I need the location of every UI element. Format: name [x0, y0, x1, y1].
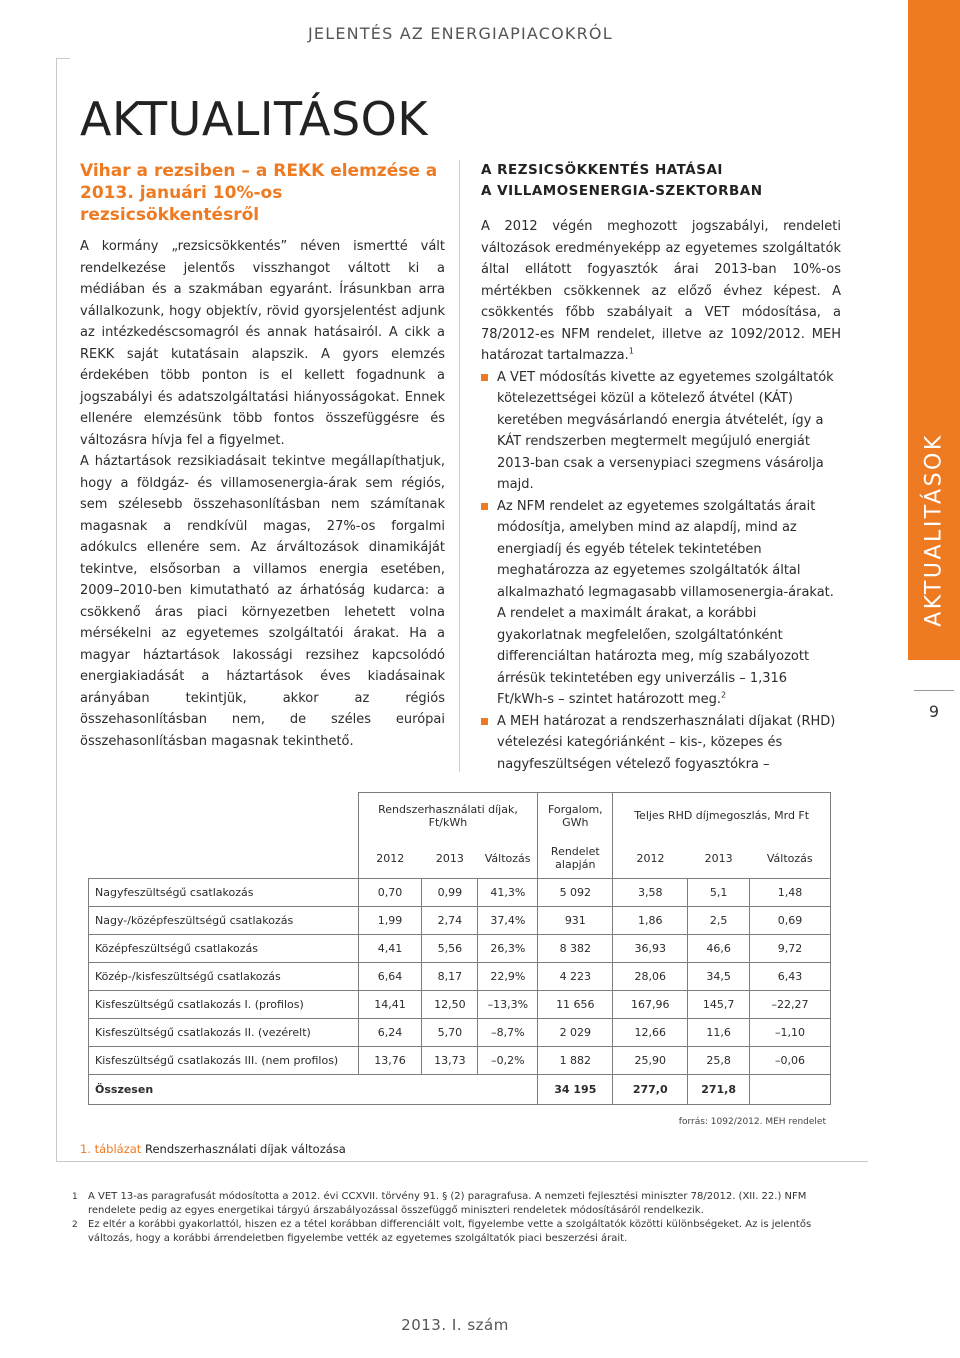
total-2012: 277,0 — [613, 1075, 688, 1105]
footnote-text: A VET 13-as paragrafusát módosította a 2012. évi CCXVII. törvény 91. § (2) paragrafusa. A nemzeti fejlesztési miniszter 78/2012. (XII. 22.) NFM rendelete pedig az egyes energetikai tárgyú árszabályozással összefüggő miniszteri rendeletek módosításáról rendelkezik. — [88, 1191, 807, 1216]
table-row — [89, 907, 831, 935]
footnote-ref-2: 2 — [721, 690, 727, 700]
header-total-rhd: Teljes RHD díjmegoszlás, Mrd Ft — [613, 793, 831, 839]
table-cell: 145,7 — [688, 991, 750, 1019]
row-label: Kisfeszültségű csatlakozás II. (vezérelt) — [89, 1019, 359, 1047]
table-cell: 1,86 — [613, 907, 688, 935]
table-row — [89, 991, 831, 1019]
right-heading-line-1: A REZSICSÖKKENTÉS HATÁSAI — [481, 162, 723, 178]
page-number: 9 — [928, 702, 940, 721]
right-column — [481, 160, 841, 775]
subheader: Rendelet alapján — [538, 839, 613, 879]
table-cell: 36,93 — [613, 935, 688, 963]
article-paragraph-2 — [80, 451, 445, 752]
table-cell: 9,72 — [750, 935, 831, 963]
footnote — [72, 1190, 842, 1218]
footnote-text: Ez eltér a korábbi gyakorlattól, hiszen ez a tétel korábban differenciált volt, figyelembe vette a szolgáltatók közötti különbségeket. Az is jelentős változás, hogy a korábbi árrendeletben figyelembe vették az egyetemes szolgáltatók piaci beszerzési árait. — [88, 1219, 812, 1244]
subheader: Változás — [750, 839, 831, 879]
subheader: Változás — [478, 839, 538, 879]
footnote — [72, 1218, 842, 1246]
subheader: 2012 — [358, 839, 422, 879]
table-cell: 1 882 — [538, 1047, 613, 1075]
table-cell: 1,48 — [750, 879, 831, 907]
page-number-divider — [914, 690, 954, 691]
subheader: 2013 — [688, 839, 750, 879]
row-label: Nagy-/középfeszültségű csatlakozás — [89, 907, 359, 935]
row-label: Nagyfeszültségű csatlakozás — [89, 879, 359, 907]
article-paragraph-1: A kormány „rezsicsökkentés” néven ismertté vált rendelkezése jelentős visszhangot váltott ki a médiában és a szakmában egyaránt. Írásunkban arra vállalkozunk, hogy objektív, rövid gyorsjelentést adjunk az intézkedéscsomagról és annak hatásairól. A cikk a REKK saját kutatásain alapszik. A gyors elemzés érdekében több ponton is el kellett fogadnunk a jogszabályi és adatszolgáltatási hiányosságokat. Ennek ellenére elemzésünk több fontos összefüggésre és változásra hívja fel a figyelmet. — [80, 239, 445, 448]
total-2013: 271,8 — [688, 1075, 750, 1105]
table-cell: 41,3% — [478, 879, 538, 907]
column-divider — [459, 160, 460, 772]
total-label: Összesen — [89, 1075, 538, 1105]
bullet-list — [481, 367, 841, 776]
right-intro-text: A 2012 végén meghozott jogszabályi, rendeleti változások eredményeképp az egyetemes szolgáltatók által ellátott fogyasztók árai 2013-ban 10%-os mértékben csökkennek az előző évhez képest. A csökkentés főbb szabályait a VET módosítása, a 78/2012-es NFM rendelet, illetve az 1092/2012. MEH határozat tartalmazza. — [481, 219, 841, 363]
table-cell: 6,64 — [358, 963, 422, 991]
table-cell: 37,4% — [478, 907, 538, 935]
table-cell: –0,06 — [750, 1047, 831, 1075]
bullet-text-1: A VET módosítás kivette az egyetemes szolgáltatók kötelezettségei közül a kötelező átvétel (KÁT) keretében megvásárlandó energia átvételét, így a KÁT rendszerben megtermelt megújuló energiát 2013-ban csak a versenypiaci szegmens vásárolja majd. — [497, 369, 834, 492]
table-cell: 2,5 — [688, 907, 750, 935]
table-cell: 11 656 — [538, 991, 613, 1019]
table-row — [89, 963, 831, 991]
table-source: forrás: 1092/2012. MEH rendelet — [678, 1117, 826, 1127]
bullet-item — [481, 367, 841, 496]
table-cell: 1,99 — [358, 907, 422, 935]
table-corner — [89, 839, 359, 879]
right-heading — [481, 160, 841, 202]
table-corner — [89, 793, 359, 839]
row-label: Középfeszültségű csatlakozás — [89, 935, 359, 963]
row-label: Közép-/kisfeszültségű csatlakozás — [89, 963, 359, 991]
publication-title: JELENTÉS AZ ENERGIAPIACOKRÓL — [308, 24, 613, 43]
table-cell: 4,41 — [358, 935, 422, 963]
issue-label: 2013. I. szám — [401, 1316, 509, 1334]
total-turnover: 34 195 — [538, 1075, 613, 1105]
subheader: 2012 — [613, 839, 688, 879]
table-cell: 0,69 — [750, 907, 831, 935]
bullet-item — [481, 496, 841, 711]
footnote-number: 2 — [72, 1220, 78, 1230]
table-cell: 34,5 — [688, 963, 750, 991]
table-cell: 2,74 — [422, 907, 478, 935]
table-caption-text: Rendszerhasználati díjak változása — [144, 1142, 346, 1156]
table-cell: 5,70 — [422, 1019, 478, 1047]
table-cell: 5,56 — [422, 935, 478, 963]
right-intro — [481, 216, 841, 367]
table-cell: 4 223 — [538, 963, 613, 991]
table-cell: 13,76 — [358, 1047, 422, 1075]
table-cell: 6,43 — [750, 963, 831, 991]
article-paragraph-2-text: A háztartások rezsikiadásait tekintve megállapíthatjuk, hogy a földgáz- és villamosenergia-árak sem régiós, sem szélesebb összehasonlításban nem számítanak magasnak a rendkívül magas, 27%-os forgalmi adókulcs ellenére sem. Az árváltozások dinamikáját tekintve, elsősorban a villamos energia esetében, 2009–2010-ben kimutatható az árhatóság kudarca: a csökkenő áras piaci környezetben lehetett volna mérsékelni az egyetemes szolgáltatói árakat. Ha a magyar háztartások lakossági rezsihez kapcsolódó energiakiadását a háztartások éves kiadásainak arányában tekintjük, akkor az régiós összehasonlításban nem, de széles európai összehasonlításban magasnak tekinthető. — [80, 454, 445, 749]
section-title: AKTUALITÁSOK — [80, 92, 429, 146]
table-cell: –0,2% — [478, 1047, 538, 1075]
square-bullet-icon — [481, 374, 488, 381]
square-bullet-icon — [481, 503, 488, 510]
table-cell: –13,3% — [478, 991, 538, 1019]
left-column — [80, 160, 445, 752]
rhd-table — [88, 792, 831, 1105]
table-cell: 26,3% — [478, 935, 538, 963]
footnote-number: 1 — [72, 1192, 78, 1202]
table-row — [89, 935, 831, 963]
table-cell: 3,58 — [613, 879, 688, 907]
table-cell: 14,41 — [358, 991, 422, 1019]
header-rhd: Rendszerhasználati díjak, Ft/kWh — [358, 793, 538, 839]
table-cell: 931 — [538, 907, 613, 935]
bullet-text-3: A MEH határozat a rendszerhasználati díjakat (RHD) vételezési kategóriánként – kis-, közepes és nagyfeszültségen vételező fogyasztókra – — [497, 713, 836, 772]
table-cell: 8,17 — [422, 963, 478, 991]
table-cell: 25,90 — [613, 1047, 688, 1075]
table-cell: 12,66 — [613, 1019, 688, 1047]
side-tab-label: AKTUALITÁSOK — [921, 433, 947, 627]
subheader: 2013 — [422, 839, 478, 879]
table-cell: 5,1 — [688, 879, 750, 907]
table-body — [89, 879, 831, 1105]
table-cell: –8,7% — [478, 1019, 538, 1047]
table-cell: –1,10 — [750, 1019, 831, 1047]
table-caption-label: 1. táblázat — [80, 1142, 142, 1156]
table-cell: 13,73 — [422, 1047, 478, 1075]
table-cell: 0,99 — [422, 879, 478, 907]
table-cell: –22,27 — [750, 991, 831, 1019]
table-cell: 46,6 — [688, 935, 750, 963]
footnote-ref-1: 1 — [628, 346, 634, 356]
header-turnover: Forgalom, GWh — [538, 793, 613, 839]
table-cell: 6,24 — [358, 1019, 422, 1047]
square-bullet-icon — [481, 718, 488, 725]
row-label: Kisfeszültségű csatlakozás III. (nem profilos) — [89, 1047, 359, 1075]
table-cell: 12,50 — [422, 991, 478, 1019]
table-row — [89, 1019, 831, 1047]
bullet-text-2: Az NFM rendelet az egyetemes szolgáltatás árait módosítja, amelyben mind az alapdíj, mind az energiadíj és egyéb tételek tekintetében meghatározza az egyetemes szolgáltatók által alkalmazható legmagasabb villamosenergia-árakat. A rendelet a maximált árakat, a korábbi gyakorlatnak megfelelően, szolgáltatónként differenciáltan határozta meg, míg szabályozott árrésük tekintetében egy univerzális – 1,316 Ft/kWh-s – szintet határozott meg. — [497, 498, 834, 707]
table-caption — [80, 1142, 346, 1156]
table-cell: 0,70 — [358, 879, 422, 907]
article-title: Vihar a rezsiben – a REKK elemzése a 2013. januári 10%-os rezsicsökkentésről — [80, 161, 438, 225]
table-cell: 28,06 — [613, 963, 688, 991]
table-cell: 25,8 — [688, 1047, 750, 1075]
table-cell: 2 029 — [538, 1019, 613, 1047]
table-cell: 167,96 — [613, 991, 688, 1019]
table-total-row — [89, 1075, 831, 1105]
table-cell: 22,9% — [478, 963, 538, 991]
table-row — [89, 1047, 831, 1075]
footnotes — [72, 1190, 842, 1246]
total-change — [750, 1075, 831, 1105]
section-side-tab — [908, 0, 960, 660]
right-heading-line-2: A VILLAMOSENERGIA-SZEKTORBAN — [481, 183, 763, 199]
table-cell: 8 382 — [538, 935, 613, 963]
table-cell: 11,6 — [688, 1019, 750, 1047]
bullet-item — [481, 711, 841, 776]
table-row — [89, 879, 831, 907]
row-label: Kisfeszültségű csatlakozás I. (profilos) — [89, 991, 359, 1019]
table-cell: 5 092 — [538, 879, 613, 907]
